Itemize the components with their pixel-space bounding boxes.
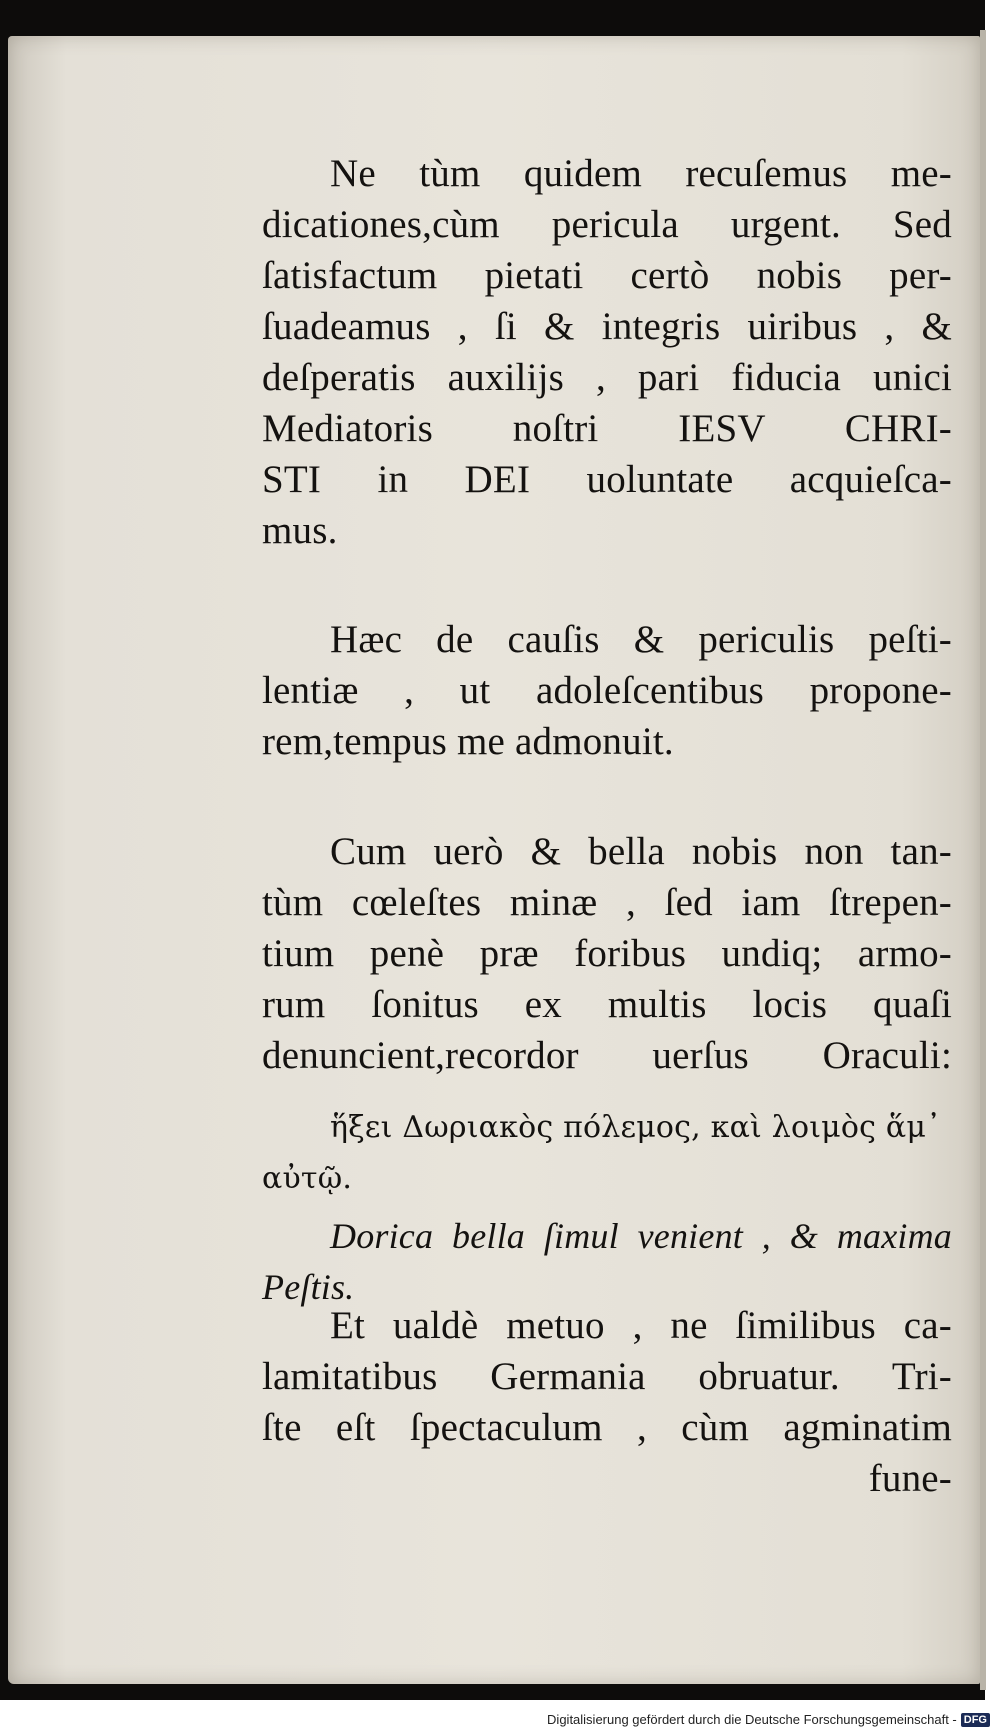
text-line: rum ſonitus ex multis locis quaſi (262, 983, 952, 1026)
text-line: Mediatoris noſtri IESV CHRI- (262, 407, 952, 450)
text-line: tùm cœleſtes minæ , ſed iam ſtrepen- (262, 881, 952, 924)
text-line: ſatisfactum pietati certò nobis per- (262, 254, 952, 297)
text-line: tium penè præ foribus undiq; armo- (262, 932, 952, 975)
greek-verse-line: αὐτῷ. (262, 1161, 353, 1196)
greek-verse-line: ἥξει Δωριακὸς πόλεμος, καὶ λοιμὸς ἅμ᾽ (330, 1110, 942, 1145)
text-line: Hæc de cauſis & periculis peſti- (330, 618, 952, 661)
catchword: fune- (868, 1457, 952, 1500)
text-line: lamitatibus Germania obruatur. Tri- (262, 1355, 952, 1398)
text-line: dicationes,cùm pericula urgent. Sed (262, 203, 952, 246)
final-paragraph (262, 1300, 952, 1504)
page-edge (980, 30, 986, 1690)
paragraph-3 (262, 826, 952, 1081)
digitization-footer (547, 1712, 990, 1727)
latin-verse-line: Dorica bella ſimul venient , & maxima (330, 1216, 952, 1256)
text-line: lentiæ , ut adoleſcentibus propone- (262, 669, 952, 712)
text-line: denuncient,recordor uerſus Oraculi: (262, 1034, 952, 1077)
paragraph-1 (262, 148, 952, 556)
text-line: Cum uerò & bella nobis non tan- (330, 830, 952, 873)
text-line: rem,tempus me admonuit. (262, 720, 674, 763)
text-line: mus. (262, 509, 338, 552)
text-line: deſperatis auxilijs , pari fiducia unici (262, 356, 952, 399)
greek-verse (262, 1103, 952, 1205)
text-line: ſuadeamus , ſi & integris uiribus , & (262, 305, 952, 348)
footer-credit: Digitalisierung gefördert durch die Deutsche Forschungsgemeinschaft - (547, 1712, 957, 1727)
latin-verse (262, 1210, 952, 1312)
latin-verse-line: Peſtis. (262, 1267, 355, 1307)
text-line: Ne tùm quidem recuſemus me- (330, 152, 952, 195)
text-line: ſte eſt ſpectaculum , cùm agminatim (262, 1406, 952, 1449)
text-line: STI in DEI uoluntate acquieſca- (262, 458, 952, 501)
paragraph-2 (262, 614, 952, 767)
text-line: Et ualdè metuo , ne ſimilibus ca- (330, 1304, 952, 1347)
dfg-logo: DFG (961, 1713, 990, 1727)
